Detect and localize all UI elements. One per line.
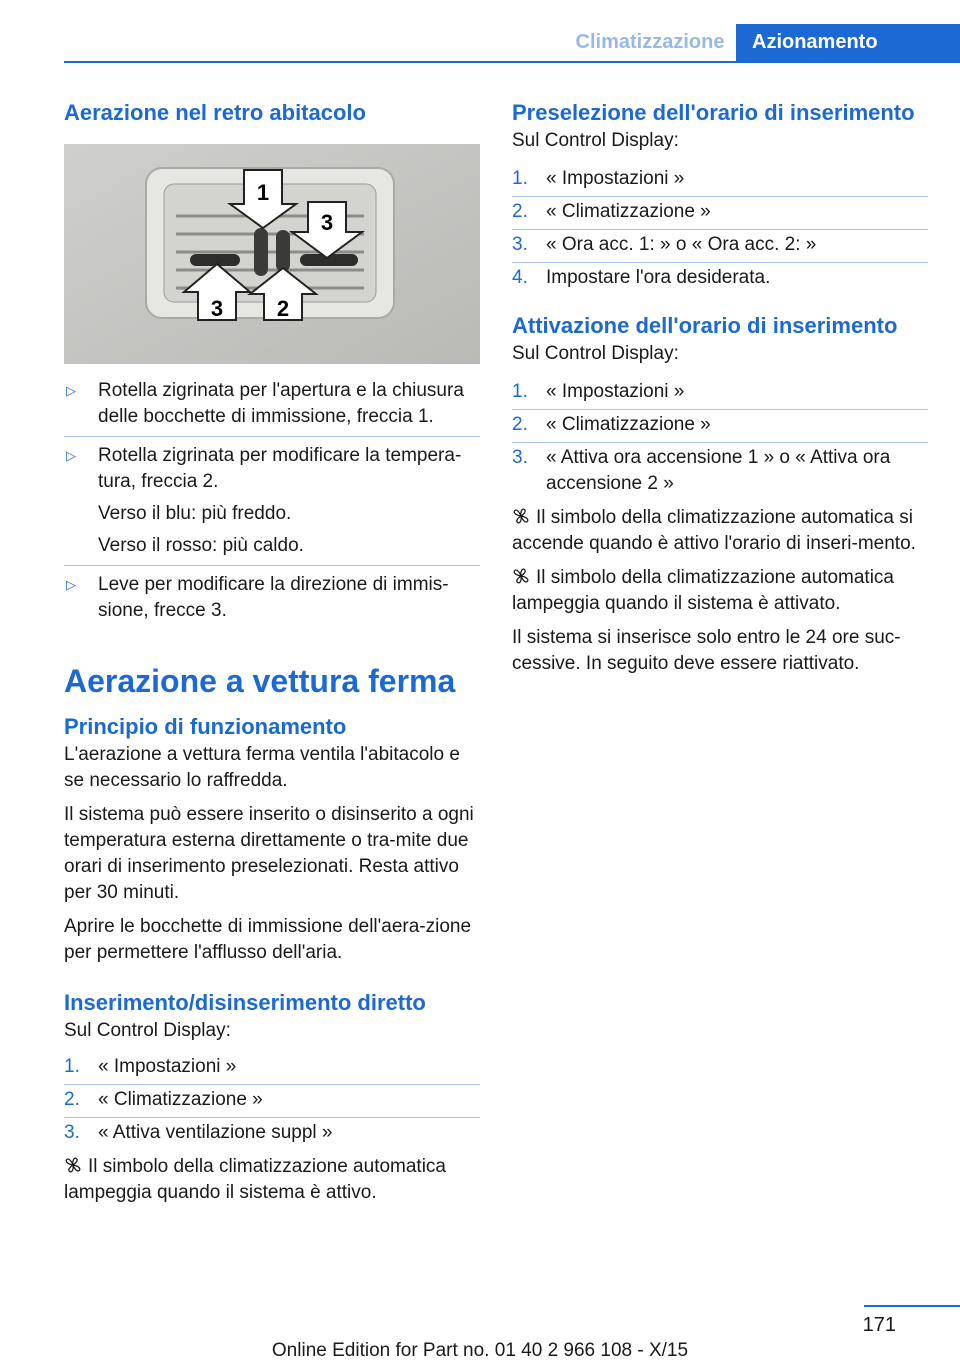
- paragraph: Il sistema può essere inserito o disinserito a ogni temperatura esterna direttamente o tra‐mite due orari di inserimento preselezionati. Resta attivo per 30 minuti.: [64, 804, 474, 903]
- figure-label-3-right: 3: [320, 210, 334, 235]
- heading-activation: Attivazione dell'orario di inserimento: [512, 313, 898, 338]
- list-item: ▷ Leve per modificare la direzione di immis‐sione, frecce 3.: [66, 574, 449, 621]
- list-item: 2. « Climatizzazione »: [512, 201, 711, 222]
- figure-label-2: 2: [276, 296, 290, 321]
- preselection-steps-list: [512, 166, 928, 291]
- triangle-right-icon: ▷: [66, 383, 76, 398]
- fan-icon: [512, 567, 530, 585]
- header-chapter-tab[interactable]: Azionamento: [736, 24, 960, 61]
- list-item: ▷ Rotella zigrinata per modificare la tempera‐tura, freccia 2. Verso il blu: più freddo. Verso il rosso: più caldo.: [66, 445, 462, 556]
- fan-icon: [64, 1156, 82, 1174]
- paragraph: Il simbolo della climatizzazione automatica si accende quando è attivo l'orario di inseri‐mento.: [512, 507, 916, 554]
- list-item: 1. « Impostazioni »: [512, 168, 685, 189]
- list-item: 1. « Impostazioni »: [512, 381, 685, 402]
- header-rule: [64, 61, 960, 63]
- figure-label-1: 1: [256, 180, 270, 205]
- direct-steps-list: [64, 1054, 480, 1146]
- fan-icon: [512, 507, 530, 525]
- list-item: ▷ Rotella zigrinata per l'apertura e la chiusura delle bocchette di immissione, freccia 1.: [66, 380, 464, 427]
- heading-principle: Principio di funzionamento: [64, 714, 347, 739]
- edition-note: Online Edition for Part no. 01 40 2 966 108 - X/15: [271, 1340, 689, 1361]
- divider: [512, 409, 928, 410]
- heading-preselection: Preselezione dell'orario di inserimento: [512, 100, 915, 125]
- paragraph: Il simbolo della climatizzazione automatica lampeggia quando il sistema è attivo.: [64, 1156, 446, 1203]
- list-item: 2. « Climatizzazione »: [64, 1089, 263, 1110]
- divider: [512, 229, 928, 230]
- list-item: 1. « Impostazioni »: [64, 1056, 237, 1077]
- heading-direct-switch: Inserimento/disinserimento diretto: [64, 990, 426, 1015]
- header-section-tab[interactable]: Climatizzazione: [575, 31, 725, 53]
- left-column: [64, 98, 480, 1206]
- divider: [64, 436, 480, 437]
- list-item: 3. « Ora acc. 1: » o « Ora acc. 2: »: [512, 234, 817, 255]
- divider: [64, 1084, 480, 1085]
- vent-controls-list: [64, 378, 480, 624]
- paragraph: L'aerazione a vettura ferma ventila l'abitacolo e se necessario lo raffredda.: [64, 744, 460, 791]
- paragraph: Sul Control Display:: [512, 130, 679, 151]
- heading-rear-ventilation: Aerazione nel retro abitacolo: [64, 100, 366, 125]
- list-item: 4. Impostare l'ora desiderata.: [512, 267, 771, 288]
- rear-vent-figure: [64, 144, 480, 364]
- paragraph: Aprire le bocchette di immissione dell'aera‐zione per permettere l'afflusso dell'aria.: [64, 916, 472, 963]
- divider: [512, 442, 928, 443]
- activation-steps-list: [512, 379, 928, 497]
- paragraph: Il sistema si inserisce solo entro le 24 ore suc‐cessive. In seguito deve essere riattivato.: [512, 627, 901, 674]
- divider: [64, 1117, 480, 1118]
- list-item: 3. « Attiva ventilazione suppl »: [64, 1122, 333, 1143]
- right-column: [512, 98, 928, 677]
- figure-label-3-left: 3: [210, 296, 224, 321]
- list-item: 2. « Climatizzazione »: [512, 414, 711, 435]
- paragraph: Il simbolo della climatizzazione automatica lampeggia quando il sistema è attivato.: [512, 567, 894, 614]
- divider: [64, 565, 480, 566]
- triangle-right-icon: ▷: [66, 577, 76, 592]
- page-number: 171: [862, 1314, 896, 1336]
- paragraph: Sul Control Display:: [64, 1020, 231, 1041]
- list-item: 3. « Attiva ora accensione 1 » o « Attiva ora accensione 2 »: [512, 447, 891, 494]
- paragraph: Sul Control Display:: [512, 343, 679, 364]
- divider: [512, 262, 928, 263]
- divider: [512, 196, 928, 197]
- section-title: Aerazione a vettura ferma: [64, 663, 456, 699]
- footer-rule: [864, 1305, 960, 1307]
- triangle-right-icon: ▷: [66, 448, 76, 463]
